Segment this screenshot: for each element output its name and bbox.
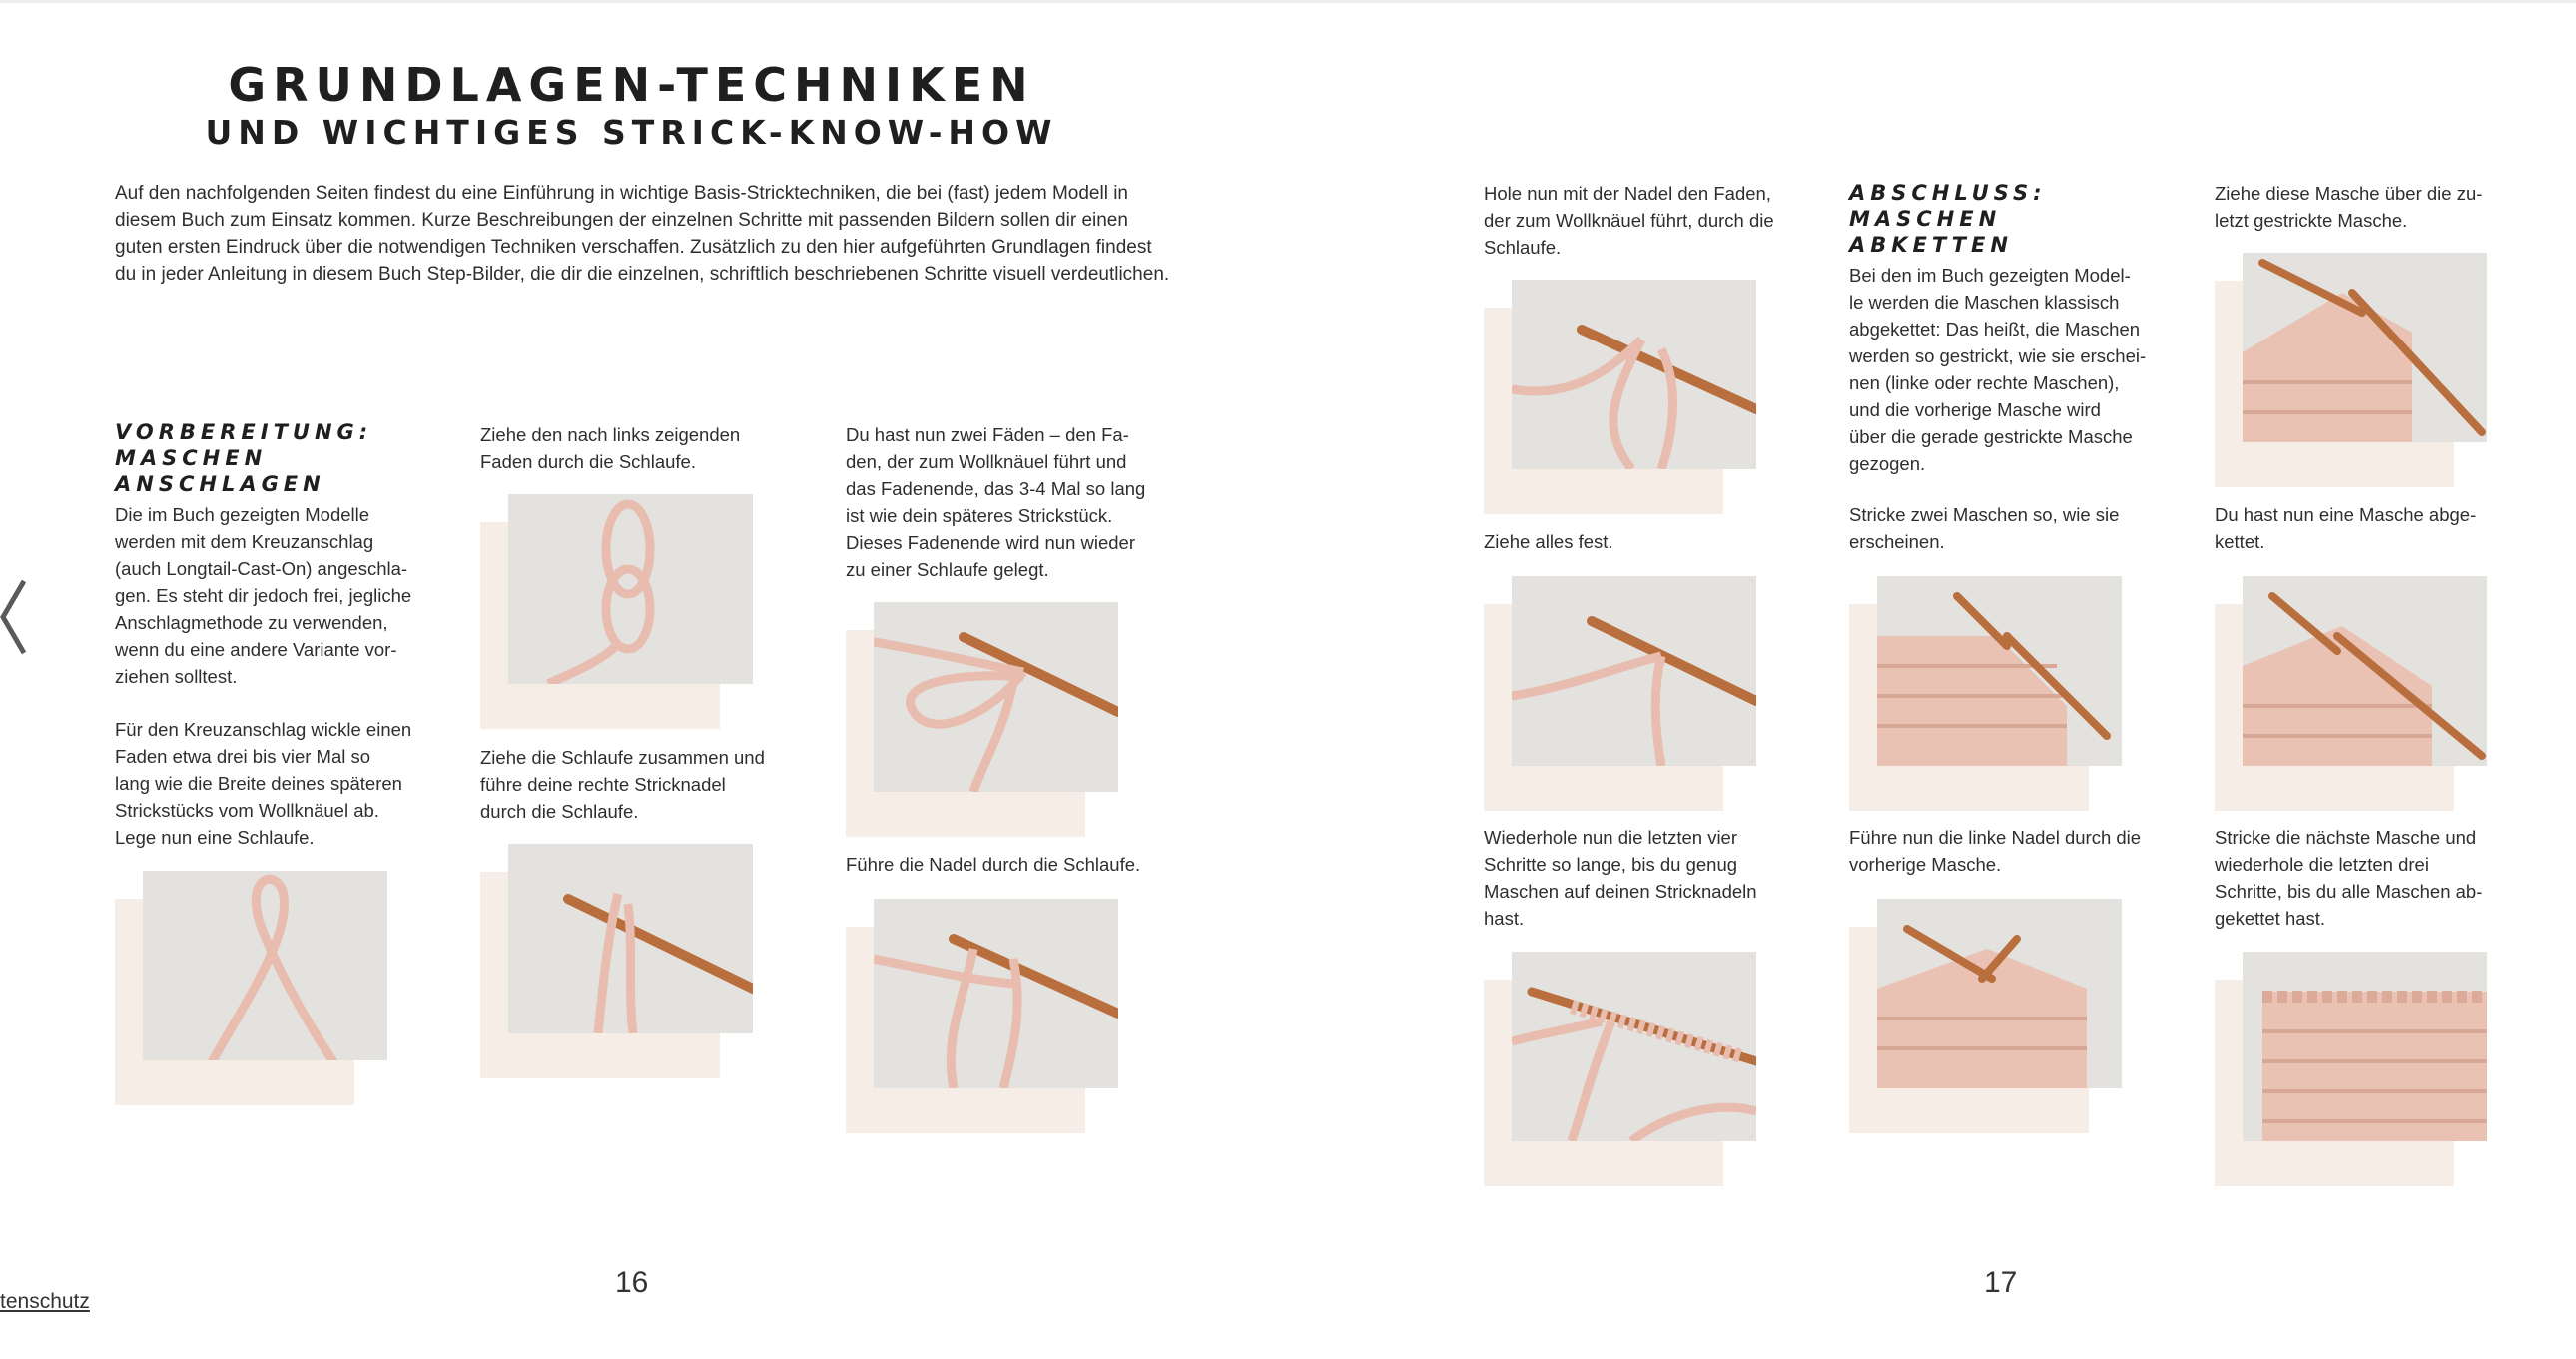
photo-loop-image <box>143 871 387 1060</box>
page-title: GRUNDLAGEN-TECHNIKEN <box>228 58 1035 112</box>
bind-off-heading: ABSCHLUSS: MASCHEN ABKETTEN <box>1849 181 2047 257</box>
photo-tighten-image <box>1512 576 1756 766</box>
photo-bind-off-2 <box>1849 576 2122 811</box>
cast-on-step-2: Ziehe den nach links zeigenden Faden durch die Schlaufe. <box>480 424 741 472</box>
page-subtitle: UND WICHTIGES STRICK-KNOW-HOW <box>205 113 1058 152</box>
photo-step-6 <box>1484 280 1756 514</box>
photo-step-7 <box>1484 576 1756 811</box>
photo-one-bound-image <box>2243 576 2487 766</box>
cast-on-step-6: Hole nun mit der Nadel den Faden, der zum Wollknäuel führt, durch die Schlaufe. <box>1484 183 1774 258</box>
photo-finished-edge-image <box>2243 952 2487 1141</box>
photo-step-2 <box>480 494 753 729</box>
photo-two-threads-image <box>874 602 1118 792</box>
privacy-link[interactable]: tenschutz <box>0 1290 90 1313</box>
bind-off-step-4: Ziehe diese Masche über die zu- letzt gestrickte Masche. <box>2215 183 2483 231</box>
page-number-left: 16 <box>615 1266 649 1299</box>
photo-pass-over-image <box>2243 253 2487 442</box>
photo-needle-through-loop-image <box>874 899 1118 1088</box>
intro-paragraph: Auf den nachfolgenden Seiten findest du eine Einführung in wichtige Basis-Stricktechniken, die bei (fast) jedem Modell in diesem Buch zum Einsatz kommen. Kurze Beschreibungen der einzelnen Schritte mit passenden Bildern sollen dir einen guten ersten Eindruck über die notwendigen Techniken verschaffen. Zusätzlich zu den hier aufgeführten Grundlagen findest du in jeder Anleitung in diesem Buch Step-Bilder, die dir die einzelnen, schriftlich beschriebenen Schritte visuell verdeutlichen. <box>115 183 1170 285</box>
bind-off-step-6: Stricke die nächste Masche und wiederhole die letzten drei Schritte, bis du alle Maschen ab- gekettet hast. <box>2215 827 2483 929</box>
cast-on-step-8: Wiederhole nun die letzten vier Schritte so lange, bis du genug Maschen auf deinen Stricknadeln hast. <box>1484 827 1757 929</box>
photo-needle-image <box>508 844 753 1033</box>
photo-bind-off-6 <box>2215 952 2487 1186</box>
cast-on-step-4: Du hast nun zwei Fäden – den Fa- den, der zum Wollknäuel führt und das Fadenende, das 3-4 Mal so lang ist wie dein späteres Strickstück. Dieses Fadenende wird nun wieder zu einer Schlaufe gelegt. <box>846 424 1146 580</box>
photo-step-5 <box>846 899 1118 1133</box>
photo-left-needle-image <box>1877 899 2122 1088</box>
cast-on-heading: VORBEREITUNG: MASCHEN ANSCHLAGEN <box>115 420 373 496</box>
bind-off-step-5: Du hast nun eine Masche abge- kettet. <box>2215 504 2477 552</box>
photo-step-4 <box>846 602 1118 837</box>
cast-on-step-5: Führe die Nadel durch die Schlaufe. <box>846 854 1141 875</box>
top-divider <box>0 0 2576 3</box>
prev-page-button[interactable] <box>0 577 26 657</box>
photo-knit-two-image <box>1877 576 2122 766</box>
bind-off-intro: Bei den im Buch gezeigten Model- le werden die Maschen klassisch abgekettet: Das heißt, die Maschen werden so gestrickt, wie sie erschei- nen (linke oder rechte Maschen), und die vorherige Masche wird über die gerade gestrickte Masche gezogen. <box>1849 265 2147 474</box>
photo-step-3 <box>480 844 753 1078</box>
cast-on-intro: Die im Buch gezeigten Modelle werden mit dem Kreuzanschlag (auch Longtail-Cast-On) angeschla- gen. Es steht dir jedoch frei, jegliche Anschlagmethode zu verwenden, wenn du eine andere Variante vor- ziehen solltest. <box>115 504 412 687</box>
cast-on-step-7: Ziehe alles fest. <box>1484 531 1613 552</box>
photo-pull-thread-image <box>1512 280 1756 469</box>
photo-step-1 <box>115 871 387 1105</box>
cast-on-step-1: Für den Kreuzanschlag wickle einen Faden etwa drei bis vier Mal so lang wie die Breite deines späteren Strickstücks vom Wollknäuel ab. Lege nun eine Schlaufe. <box>115 719 412 848</box>
photo-bind-off-4 <box>2215 253 2487 487</box>
cast-on-step-3: Ziehe die Schlaufe zusammen und führe deine rechte Stricknadel durch die Schlaufe. <box>480 747 765 822</box>
page-number-right: 17 <box>1984 1266 2018 1299</box>
photo-bind-off-5 <box>2215 576 2487 811</box>
photo-cast-on-row-image <box>1512 952 1756 1141</box>
photo-step-8 <box>1484 952 1756 1186</box>
photo-bind-off-3 <box>1849 899 2122 1133</box>
photo-chain-image <box>508 494 753 684</box>
bind-off-step-2: Stricke zwei Maschen so, wie sie erscheinen. <box>1849 504 2120 552</box>
bind-off-step-3: Führe nun die linke Nadel durch die vorherige Masche. <box>1849 827 2142 875</box>
chevron-left-icon <box>0 577 26 657</box>
